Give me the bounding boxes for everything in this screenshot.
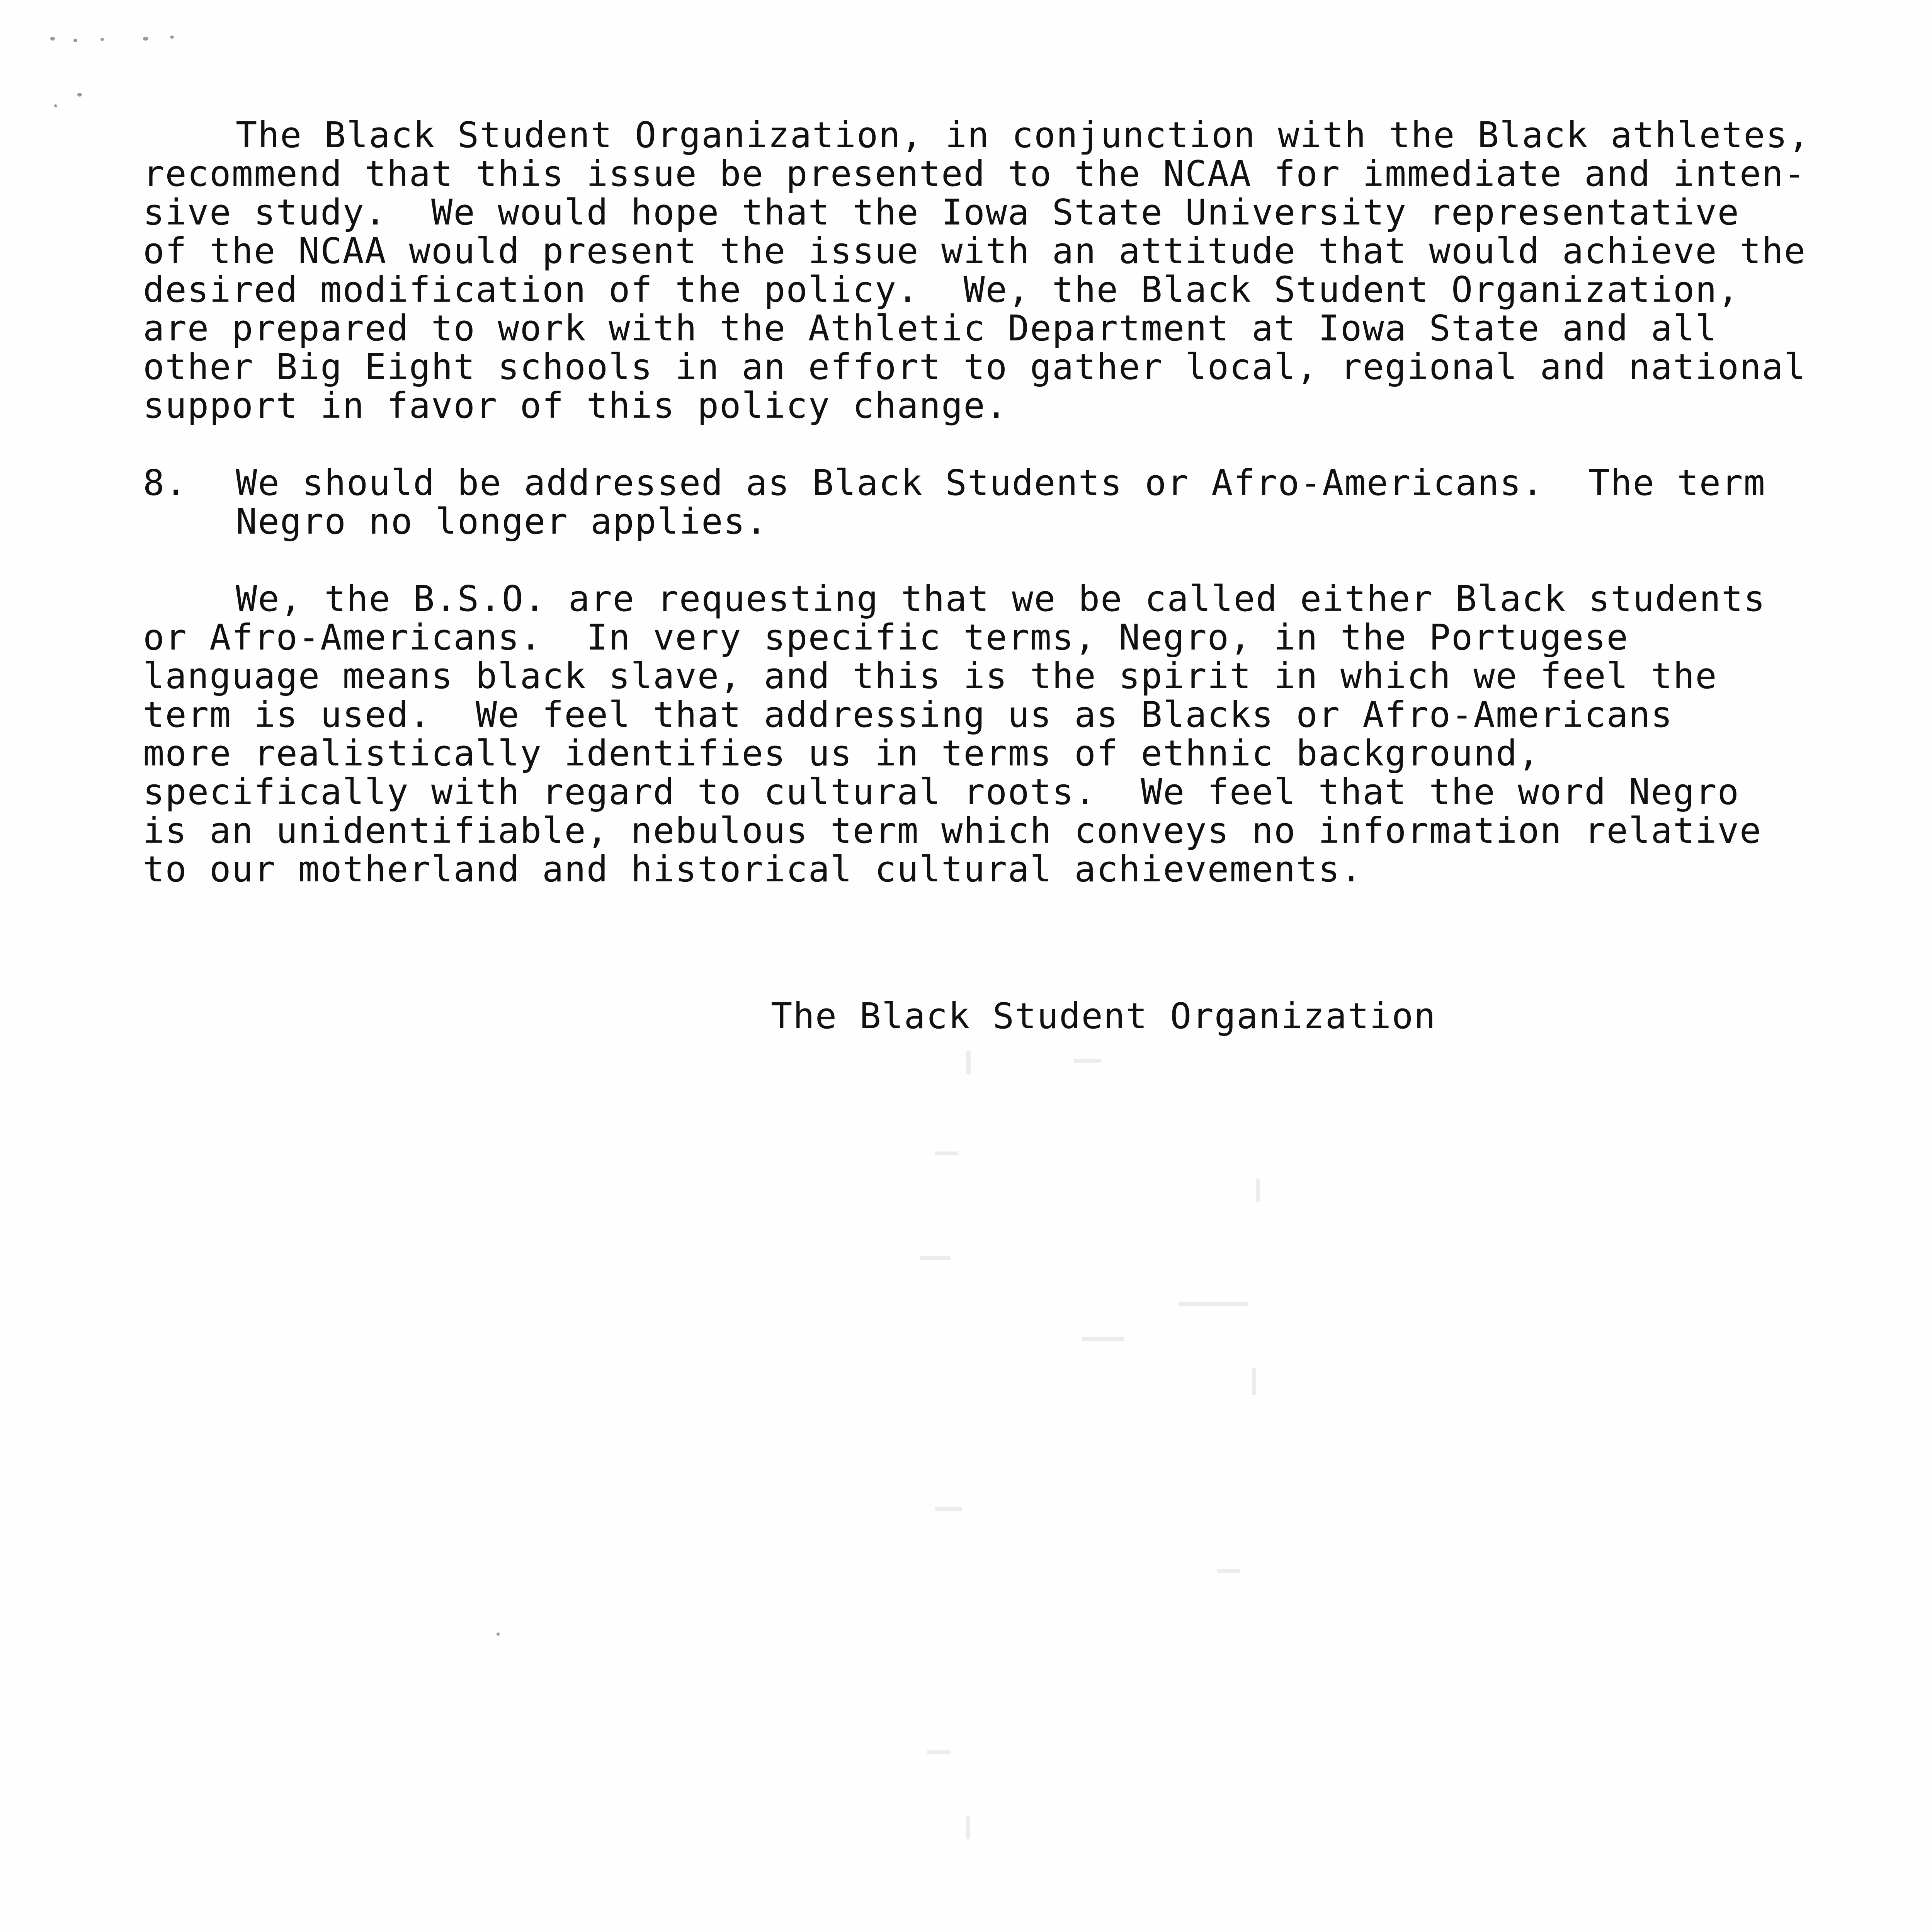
bleed-through-mark — [920, 1256, 951, 1260]
list-item-line: Negro no longer applies. — [236, 501, 768, 542]
paragraph-line: specifically with regard to cultural roots. We feel that the word Negro — [143, 771, 1740, 813]
scan-speck — [497, 1633, 500, 1636]
paragraph-line: more realistically identifies us in terms of ethnic background, — [143, 733, 1540, 774]
bleed-through-mark — [1256, 1179, 1260, 1202]
bleed-through-mark — [935, 1507, 962, 1511]
bleed-through-mark — [935, 1151, 958, 1155]
paragraph-line: to our motherland and historical cultural achievements. — [143, 849, 1363, 890]
bleed-through-mark — [1252, 1368, 1256, 1395]
paragraph-line: sive study. We would hope that the Iowa State University representative — [143, 192, 1740, 233]
bleed-through-mark — [1074, 1059, 1101, 1063]
bleed-through-mark — [966, 1816, 970, 1839]
bleed-through-mark — [1082, 1337, 1124, 1341]
paragraph-line: or Afro-Americans. In very specific terms, Negro, in the Portugese — [143, 617, 1629, 658]
paragraph-line: The Black Student Organization, in conjunction with the Black athletes, — [236, 114, 1810, 156]
scan-speck — [54, 104, 57, 107]
paragraph-line: recommend that this issue be presented to the NCAA for immediate and inten- — [143, 153, 1806, 194]
scan-speck — [77, 93, 82, 97]
paragraph-line: language means black slave, and this is the spirit in which we feel the — [143, 655, 1718, 697]
scan-speck — [50, 37, 55, 41]
list-item-line: We should be addressed as Black Students or Afro-Americans. The term — [236, 462, 1766, 503]
bleed-through-mark — [927, 1750, 951, 1754]
scan-speck — [100, 38, 104, 41]
paragraph-line: We, the B.S.O. are requesting that we be called either Black students — [236, 578, 1766, 619]
list-item-number: 8. — [143, 462, 187, 503]
paragraph-line: of the NCAA would present the issue with an attitude that would achieve the — [143, 230, 1806, 272]
scan-speck — [73, 39, 77, 42]
bleed-through-mark — [1179, 1302, 1248, 1306]
paragraph-line: support in favor of this policy change. — [143, 385, 1008, 426]
paragraph-line: desired modification of the policy. We, the Black Student Organization, — [143, 269, 1740, 310]
scan-speck — [143, 37, 148, 41]
bleed-through-mark — [1217, 1569, 1240, 1573]
scan-speck — [170, 36, 174, 39]
signature-line: The Black Student Organization — [771, 995, 1436, 1037]
paragraph-line: other Big Eight schools in an effort to gather local, regional and national — [143, 346, 1806, 388]
paragraph-line: term is used. We feel that addressing us as Blacks or Afro-Americans — [143, 694, 1673, 735]
paragraph-line: is an unidentifiable, nebulous term which conveys no information relative — [143, 810, 1762, 851]
bleed-through-mark — [966, 1051, 971, 1074]
paragraph-line: are prepared to work with the Athletic Department at Iowa State and all — [143, 308, 1718, 349]
